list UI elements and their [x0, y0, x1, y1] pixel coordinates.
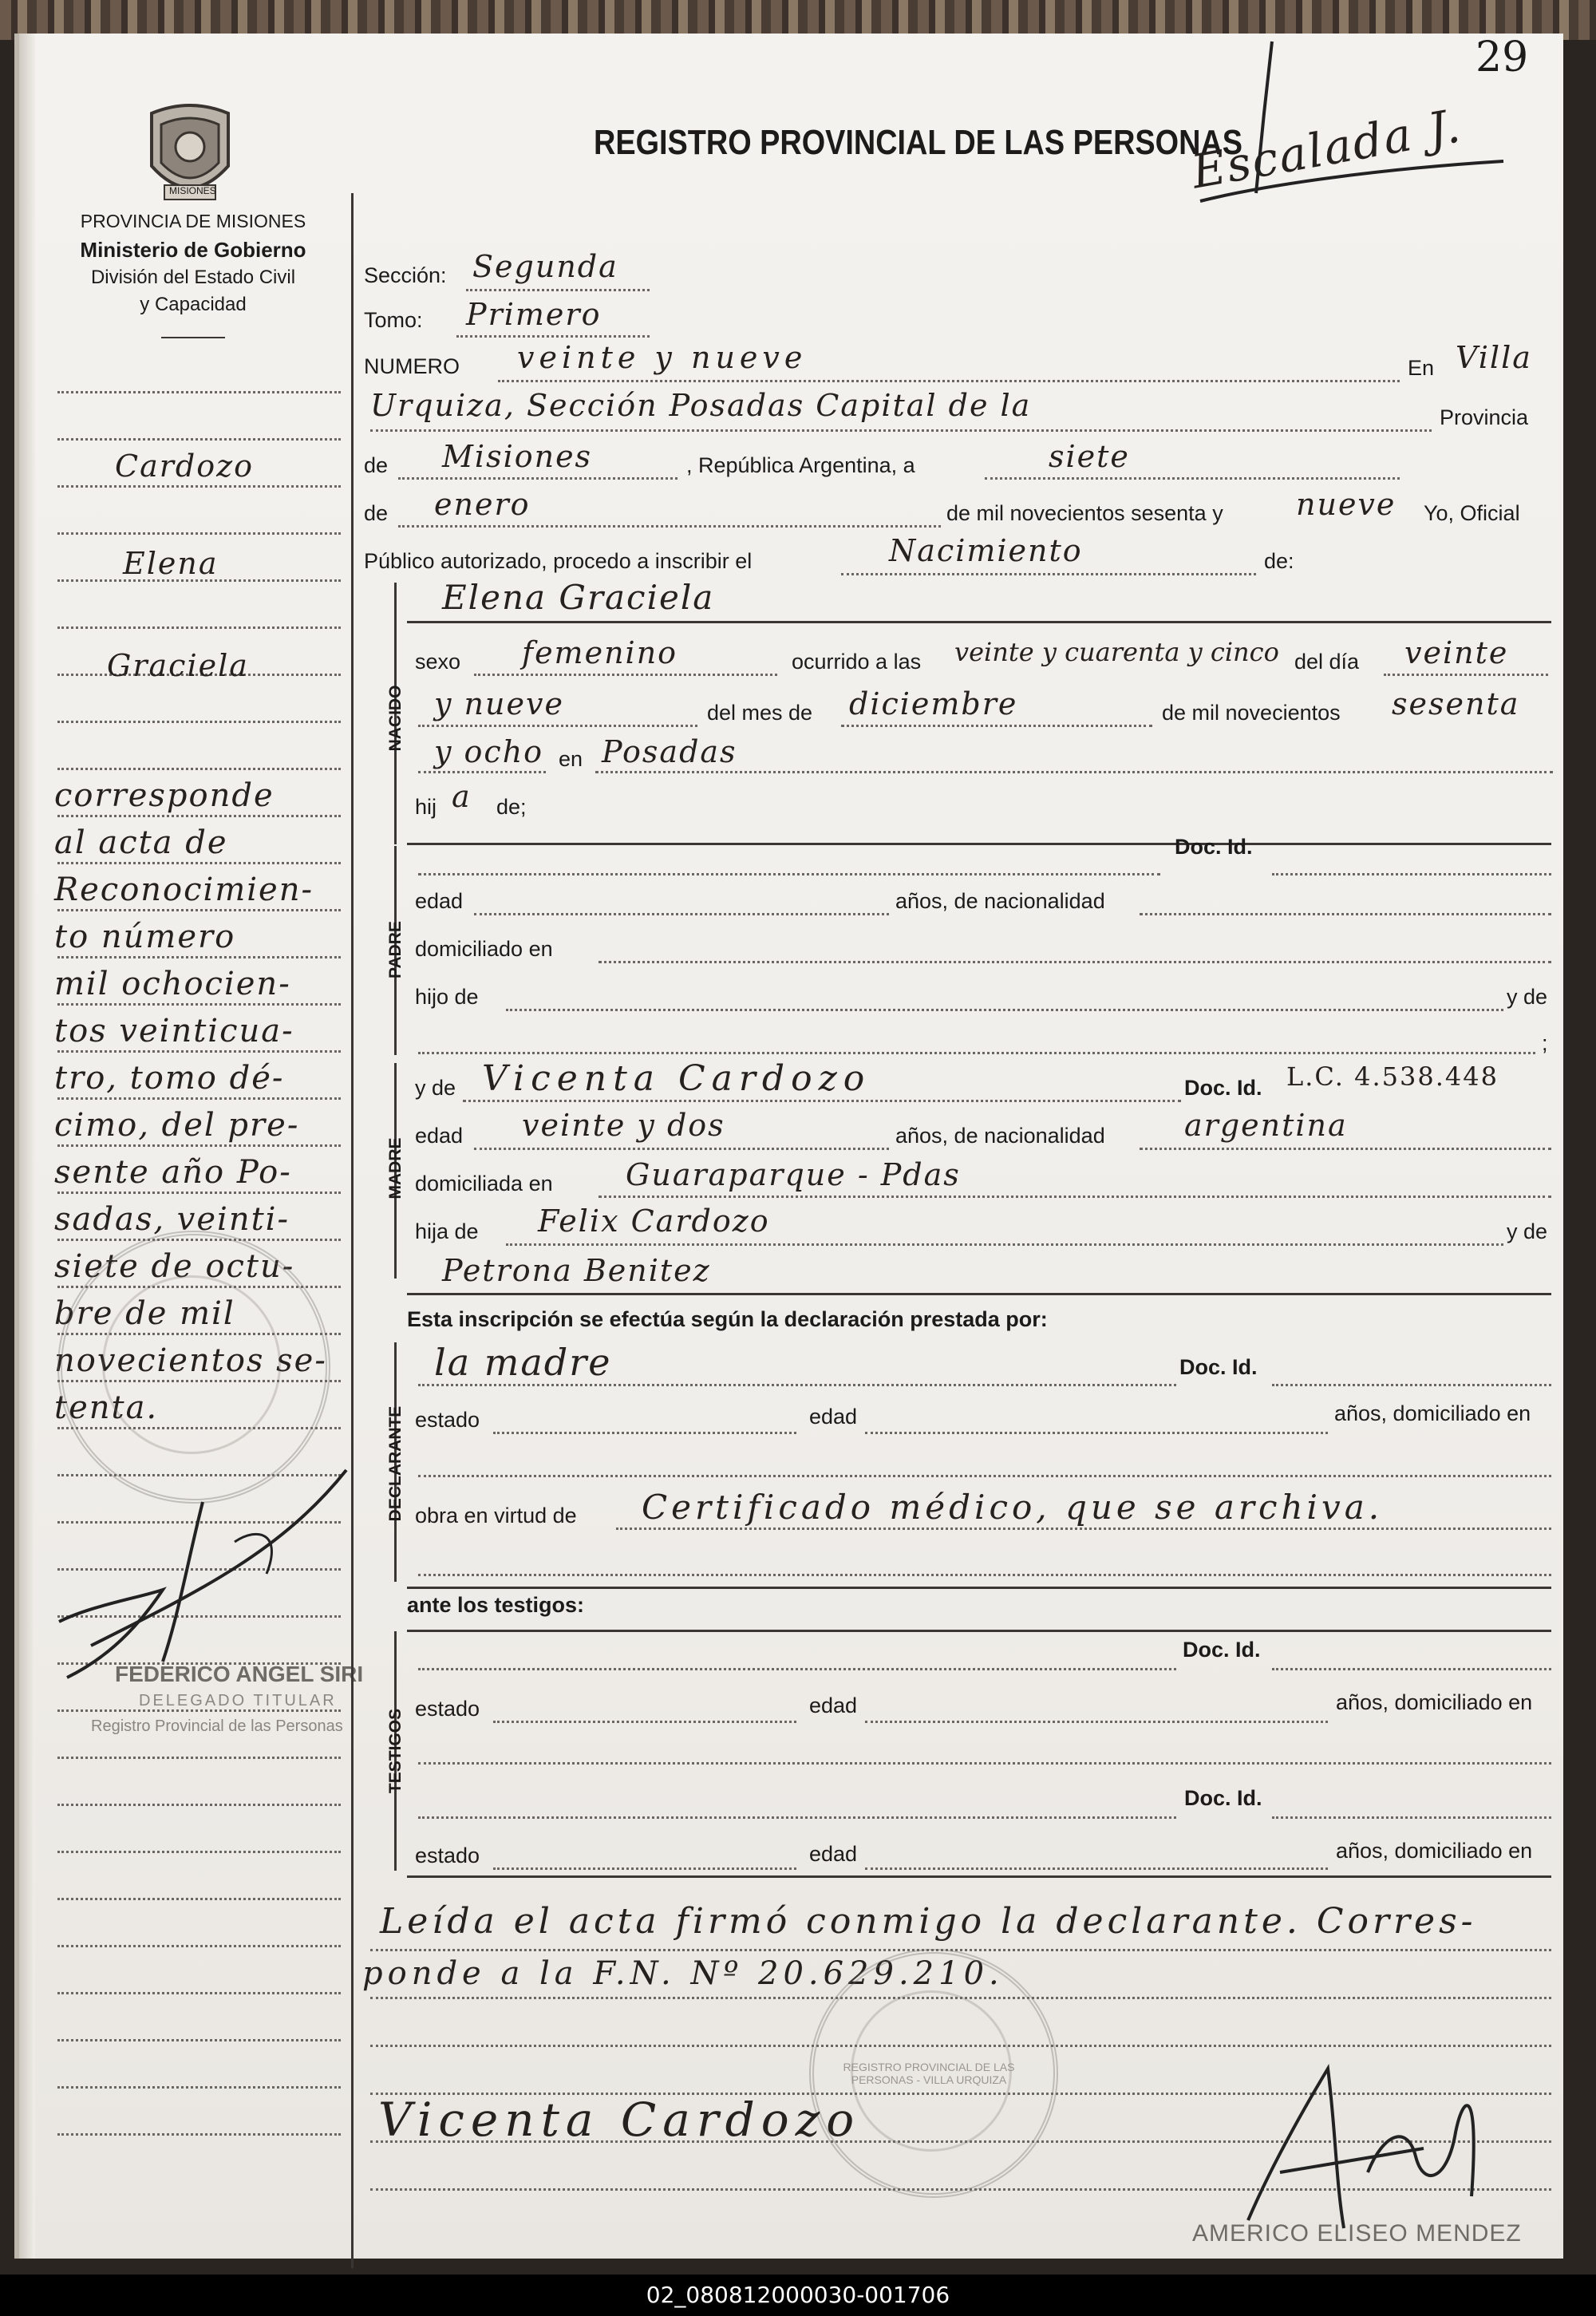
- mes-line: [398, 525, 941, 528]
- padre-edad-line: [474, 913, 889, 915]
- margin-line: [57, 391, 341, 393]
- milnov-label: de mil novecientos: [1162, 701, 1341, 725]
- margin-line: [57, 532, 341, 535]
- madre-padre-value: Felix Cardozo: [538, 1203, 770, 1239]
- hij-de-label: de;: [496, 795, 527, 819]
- official-stamp-ring-text: REGISTRO PROVINCIAL DE LAS PERSONAS - VILLA URQUIZA: [843, 2061, 1015, 2086]
- declarante-edad-line: [865, 1432, 1328, 1434]
- declarante-quien-line: [418, 1384, 1176, 1386]
- madre-nacionalidad-line: [1140, 1148, 1551, 1150]
- margin-note-line: mil ochocien-: [54, 966, 291, 1002]
- page-binding: [19, 34, 35, 2259]
- testigo1-edad-label: edad: [809, 1694, 858, 1717]
- margin-line: [57, 768, 341, 770]
- declarante-obra-label: obra en virtud de: [415, 1504, 577, 1528]
- margin-note-line: novecientos se-: [54, 1342, 327, 1379]
- column-separator: [351, 193, 354, 2268]
- testigo1-domicilio-line: [418, 1762, 1551, 1765]
- en-label: En: [1408, 356, 1435, 380]
- page-number: 29: [1476, 34, 1529, 81]
- testigo1-estado-line: [493, 1721, 796, 1723]
- nacido-mes-line: [841, 725, 1152, 727]
- provincia-value: Misiones: [442, 439, 593, 474]
- madre-madre-value: Petrona Benitez: [442, 1253, 711, 1288]
- nacido-mes-value: diciembre: [849, 686, 1018, 721]
- testigo2-estado-line: [493, 1867, 796, 1870]
- testigo1-anios-label: años, domiciliado en: [1336, 1690, 1533, 1714]
- numero-value: veinte y nueve: [517, 340, 808, 375]
- declarante-rule: [407, 1587, 1551, 1589]
- margin-line: [57, 2039, 341, 2041]
- republica-label: , República Argentina, a: [686, 453, 915, 477]
- margin-surname: Cardozo: [115, 449, 254, 484]
- acto-line: [841, 573, 1256, 575]
- padre-domicilio-line: [598, 961, 1551, 963]
- image-id-label: 02_080812000030-001706: [646, 2282, 950, 2308]
- padre-domiciliado-label: domiciliado en: [415, 937, 553, 961]
- margin-line: [57, 1992, 341, 1994]
- hora-value: veinte y cuarenta y cinco: [954, 637, 1279, 667]
- margin-line: [57, 1898, 341, 1900]
- madre-edad-value: veinte y dos: [522, 1108, 725, 1143]
- madre-nombre-line: [463, 1100, 1181, 1102]
- madre-domicilio-value: Guaraparque - Pdas: [626, 1157, 961, 1192]
- margin-note-line: sadas, veinti-: [54, 1201, 290, 1238]
- margin-line: [57, 1851, 341, 1853]
- madre-rule: [407, 1293, 1551, 1295]
- testigo1-estado-label: estado: [415, 1697, 480, 1721]
- declarante-estado-label: estado: [415, 1408, 480, 1432]
- testigos-rule: [407, 1630, 1551, 1632]
- madre-side-label: MADRE: [386, 1137, 405, 1199]
- nacido-anio2-value: y ocho: [434, 734, 544, 769]
- official-name-stamp: AMERICO ELISEO MENDEZ: [1192, 2220, 1522, 2247]
- nacido-side-label: NACIDO: [386, 685, 405, 752]
- declarante-intro-label: Esta inscripción se efectúa según la declaración prestada por:: [407, 1307, 1048, 1331]
- margin-note-line: tro, tomo dé-: [54, 1060, 285, 1097]
- padre-nacionalidad-line: [1140, 913, 1551, 915]
- place-line: [370, 429, 1432, 432]
- delegate-stamp-name: FEDERICO ANGEL SIRI: [115, 1662, 364, 1686]
- footer-bar: [0, 2275, 1596, 2316]
- nombre-inscripto-value: Elena Graciela: [442, 578, 715, 617]
- testigo1-edad-line: [865, 1721, 1328, 1723]
- page-title: REGISTRO PROVINCIAL DE LAS PERSONAS: [594, 123, 1242, 162]
- declarante-obra-line: [616, 1528, 1551, 1530]
- nacido-anio-value: sesenta: [1392, 686, 1520, 721]
- padre-semicolon: ;: [1542, 1031, 1548, 1055]
- declarante-anios-label: años, domiciliado en: [1334, 1401, 1531, 1425]
- declarante-docid-line: [1272, 1384, 1551, 1386]
- dia-line: [985, 477, 1400, 480]
- nombre-rule: [407, 621, 1551, 623]
- madre-anios-label: años, de nacionalidad: [895, 1124, 1105, 1148]
- margin-name-1: Elena: [123, 546, 219, 581]
- de2-label: de: [364, 501, 389, 525]
- nacido-dia2-value: y nueve: [434, 686, 564, 721]
- province-name: PROVINCIA DE MISIONES: [80, 211, 306, 231]
- margin-line: [57, 626, 341, 629]
- padre-anios-label: años, de nacionalidad: [895, 889, 1105, 913]
- margin-line: [57, 438, 341, 441]
- margin-line: [57, 2133, 341, 2136]
- margin-line: [57, 1945, 341, 1947]
- division-name-2: y Capacidad: [140, 294, 247, 315]
- delegate-stamp-office: Registro Provincial de las Personas: [91, 1717, 343, 1735]
- ministry-name: Ministerio de Gobierno: [80, 238, 306, 262]
- mes-value: enero: [434, 487, 531, 522]
- nacido-en-label: en: [559, 747, 583, 771]
- margin-note-line: cimo, del pre-: [54, 1107, 300, 1144]
- margin-note-line: Reconocimien-: [54, 871, 314, 908]
- testigos-bottom-rule: [407, 1875, 1551, 1878]
- testigo2-docid-line: [1272, 1816, 1551, 1819]
- declarante-quien-value: la madre: [434, 1341, 612, 1384]
- anio-value: nueve: [1296, 487, 1396, 522]
- margin-line: [57, 721, 341, 723]
- deldia-label: del día: [1294, 650, 1360, 674]
- padre-docid-line: [1272, 873, 1551, 875]
- declarante-estado-line: [493, 1432, 796, 1434]
- nacido-dia-value: veinte: [1404, 635, 1509, 670]
- publico-label: Público autorizado, procedo a inscribir el: [364, 549, 753, 573]
- seccion-value: Segunda: [472, 249, 618, 284]
- madre-yde2-label: y de: [1507, 1219, 1548, 1243]
- margin-line: [57, 1804, 341, 1806]
- madre-edad-line: [474, 1148, 889, 1150]
- padre-madre-line: [418, 1052, 1535, 1054]
- yo-oficial-label: Yo, Oficial: [1424, 501, 1520, 525]
- margin-line: [57, 2086, 341, 2089]
- declarante-signature: Vicenta Cardozo: [378, 2093, 861, 2147]
- testigo2-anios-label: años, domiciliado en: [1336, 1839, 1533, 1863]
- testigo1-docid-line: [1272, 1668, 1551, 1670]
- delmes-label: del mes de: [707, 701, 813, 725]
- nacido-lugar-line: [595, 771, 1553, 773]
- margin-note-line: tenta.: [54, 1389, 159, 1426]
- sexo-value: femenino: [522, 635, 678, 670]
- mil-label: de mil novecientos sesenta y: [946, 501, 1223, 525]
- margin-note-line: siete de octu-: [54, 1248, 295, 1285]
- madre-docid-value: L.C. 4.538.448: [1286, 1061, 1499, 1092]
- division-name: División del Estado Civil: [90, 267, 296, 288]
- provincia-label: Provincia: [1440, 405, 1529, 429]
- top-signature-stroke: [1168, 34, 1535, 225]
- madre-edad-label: edad: [415, 1124, 464, 1148]
- provincia-line: [398, 477, 678, 480]
- testigo1-docid-label: Doc. Id.: [1183, 1638, 1261, 1662]
- sexo-label: sexo: [415, 650, 461, 674]
- padre-docid-label: Doc. Id.: [1175, 835, 1253, 859]
- nacido-rule: [407, 843, 1551, 845]
- place-value: Urquiza, Sección Posadas Capital de la: [370, 388, 1032, 423]
- margin-note-line: bre de mil: [54, 1295, 235, 1332]
- testigos-intro-label: ante los testigos:: [407, 1593, 585, 1617]
- margin-note-line: sente año Po-: [54, 1154, 292, 1191]
- margin-note-line: corresponde: [54, 777, 275, 814]
- numero-line: [498, 380, 1400, 382]
- testigo2-name-line: [418, 1816, 1176, 1819]
- nacido-lugar-value: Posadas: [602, 734, 737, 769]
- madre-yde-label: y de: [415, 1076, 456, 1100]
- declarante-obra-line-2: [418, 1574, 1551, 1576]
- margin-note-line: al acta de: [54, 824, 228, 861]
- tomo-line: [456, 335, 650, 338]
- de3-label: de:: [1264, 549, 1294, 573]
- madre-domicilio-line: [598, 1196, 1551, 1198]
- padre-yde-label: y de: [1507, 985, 1548, 1009]
- padre-hijo-label: hijo de: [415, 985, 479, 1009]
- tomo-value: Primero: [466, 297, 602, 332]
- top-signature: Escalada J.: [1187, 98, 1466, 200]
- testigo1-name-line: [418, 1668, 1176, 1670]
- margin-note-line: to número: [54, 919, 236, 955]
- numero-label: NUMERO: [364, 354, 460, 378]
- hij-value: a: [452, 779, 472, 814]
- official-signature: [1216, 2037, 1519, 2244]
- closing-line-2: ponde a la F.N. Nº 20.629.210.: [362, 1955, 1004, 1992]
- padre-side-label: PADRE: [386, 921, 405, 978]
- madre-hija-line: [506, 1243, 1503, 1246]
- testigo2-estado-label: estado: [415, 1844, 480, 1867]
- testigo2-edad-line: [865, 1867, 1328, 1870]
- declarante-domicilio-line: [418, 1475, 1551, 1477]
- en-value: Villa: [1456, 340, 1532, 375]
- declarante-side-label: DECLARANTE: [386, 1405, 405, 1522]
- testigo2-docid-label: Doc. Id.: [1184, 1786, 1262, 1810]
- register-page: [14, 34, 1563, 2259]
- padre-edad-label: edad: [415, 889, 464, 913]
- closing-line-1: Leída el acta firmó conmigo la declarante. Corres-: [380, 1901, 1477, 1942]
- nacido-dia2-line: [418, 725, 697, 727]
- heading-rule: [161, 337, 225, 338]
- nacido-dia-line: [1384, 674, 1548, 676]
- de-label: de: [364, 453, 389, 477]
- margin-line: [57, 485, 341, 488]
- margin-name-2: Graciela: [107, 648, 249, 683]
- madre-hija-label: hija de: [415, 1219, 479, 1243]
- declarante-edad-label: edad: [809, 1405, 858, 1429]
- madre-docid-label: Doc. Id.: [1184, 1076, 1262, 1100]
- margin-signature: [43, 1454, 378, 1694]
- margin-line: [57, 1757, 341, 1759]
- declarante-obra-value: Certificado médico, que se archiva.: [642, 1488, 1384, 1527]
- madre-nacionalidad-value: argentina: [1184, 1108, 1348, 1143]
- declarante-docid-label: Doc. Id.: [1179, 1355, 1258, 1379]
- madre-nombre-value: Vicenta Cardozo: [482, 1058, 871, 1099]
- tomo-label: Tomo:: [364, 308, 423, 332]
- padre-hijo-line: [506, 1009, 1503, 1011]
- closing-line-1-dots: [370, 1949, 1551, 1951]
- hij-label: hij: [415, 795, 437, 819]
- padre-name-line: [418, 873, 1160, 875]
- testigos-side-label: TESTIGOS: [386, 1708, 405, 1794]
- margin-note-line: tos veinticua-: [54, 1013, 294, 1049]
- testigo2-edad-label: edad: [809, 1842, 858, 1866]
- seccion-line: [466, 289, 650, 291]
- acto-value: Nacimiento: [889, 533, 1083, 568]
- sexo-line: [474, 674, 777, 676]
- seccion-label: Sección:: [364, 263, 447, 287]
- seal-text: MISIONES: [169, 185, 216, 196]
- delegate-stamp-role: DELEGADO TITULAR: [139, 1692, 337, 1709]
- dia-value: siete: [1049, 439, 1130, 474]
- nacido-anio2-line: [418, 771, 546, 773]
- ocurrido-label: ocurrido a las: [792, 650, 922, 674]
- madre-domiciliada-label: domiciliada en: [415, 1172, 553, 1196]
